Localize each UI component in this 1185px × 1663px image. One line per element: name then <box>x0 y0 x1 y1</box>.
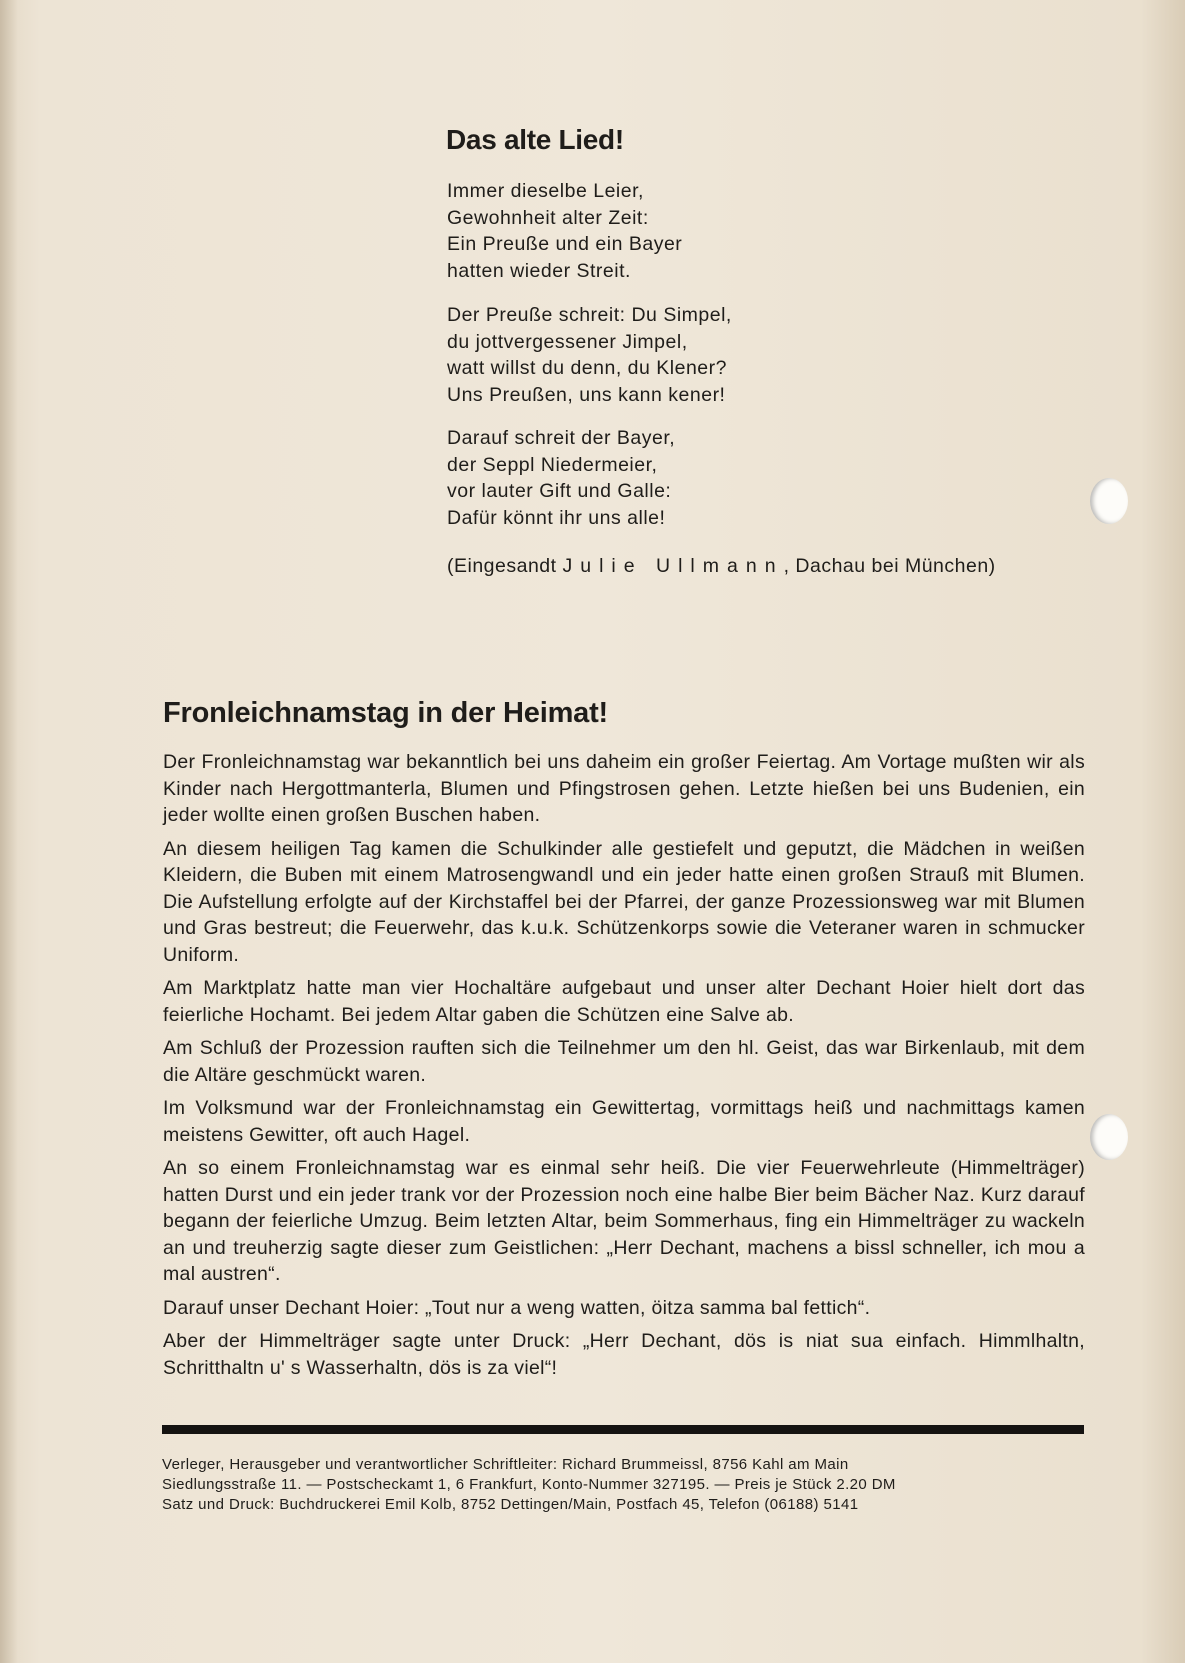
poem-line: hatten wieder Streit. <box>447 259 631 282</box>
poem-line: watt willst du denn, du Klener? <box>447 357 727 379</box>
poem-stanza-3 <box>447 425 675 531</box>
imprint-line: Siedlungsstraße 11. — Postscheckamt 1, 6 Frankfurt, Konto-Nummer 327195. — Preis je Stück 2.20 DM <box>162 1476 896 1493</box>
punch-hole <box>1090 1114 1128 1160</box>
left-edge-shading <box>0 0 18 1663</box>
attribution-author: Julie Ullmann <box>562 555 784 577</box>
article-paragraph: Im Volksmund war der Fronleichnamstag ein Gewittertag, vormittags heiß und nachmittags kamen meistens Gewitter, oft auch Hagel. <box>163 1097 1085 1146</box>
article-paragraph: Am Schluß der Prozession rauften sich die Teilnehmer um den hl. Geist, das war Birkenlaub, mit dem die Altäre geschmückt waren. <box>163 1037 1085 1086</box>
imprint-line: Verleger, Herausgeber und verantwortlicher Schriftleiter: Richard Brummeissl, 8756 Kahl am Main <box>162 1456 849 1473</box>
attribution-suffix: , Dachau bei München) <box>783 555 996 577</box>
article-paragraph: An diesem heiligen Tag kamen die Schulkinder alle gestiefelt und geputzt, die Mädchen in weißen Kleidern, die Buben mit einem Matrosengwandl und ein jeder hatte einen großen Strauß mit Blumen. Die Aufstellung erfolgte auf der Kirchstaffel bei der Pfarrei, der ganze Prozessionsweg war mit Blumen und Gras bestreut; die Feuerwehr, das k.u.k. Schützenkorps sowie die Veteraner waren in schmucker Uniform. <box>163 837 1085 966</box>
article-paragraph: Aber der Himmelträger sagte unter Druck: „Herr Dechant, dös is niat sua einfach. Himmlhaltn, Schritthaltn u' s Wasserhaltn, dös is za viel“! <box>163 1330 1085 1379</box>
imprint <box>162 1455 1084 1515</box>
poem-line: Gewohnheit alter Zeit: <box>447 206 649 229</box>
poem-title: Das alte Lied! <box>446 124 624 155</box>
poem-stanza-2 <box>447 302 732 408</box>
poem-line: der Seppl Niedermeier, <box>447 453 658 476</box>
poem-stanza-1 <box>447 178 682 284</box>
punch-hole <box>1090 478 1128 524</box>
attribution-prefix: (Eingesandt <box>447 555 557 577</box>
imprint-line: Satz und Druck: Buchdruckerei Emil Kolb, 8752 Dettingen/Main, Postfach 45, Telefon (06188) 5141 <box>162 1496 859 1513</box>
article-paragraph: Der Fronleichnamstag war bekanntlich bei uns daheim ein großer Feiertag. Am Vortage mußten wir als Kinder nach Hergottmanterla, Blumen und Pfingstrosen gehen. Letzte hießen bei uns Budenien, ein jeder wollte einen großen Buschen haben. <box>163 751 1085 826</box>
article-body <box>163 749 1085 1388</box>
article-paragraph: Darauf unser Dechant Hoier: „Tout nur a weng watten, öitza samma bal fettich“. <box>163 1296 871 1319</box>
article-title: Fronleichnamstag in der Heimat! <box>163 697 608 729</box>
article-paragraph: Am Marktplatz hatte man vier Hochaltäre aufgebaut und unser alter Dechant Hoier hielt dort das feierliche Hochamt. Bei jedem Altar gaben die Schützen eine Salve ab. <box>163 977 1085 1026</box>
poem-line: Immer dieselbe Leier, <box>447 180 644 202</box>
poem-line: Dafür könnt ihr uns alle! <box>447 506 666 529</box>
poem-line: Darauf schreit der Bayer, <box>447 427 676 449</box>
poem-line: Der Preuße schreit: Du Simpel, <box>447 304 732 326</box>
poem-line: vor lauter Gift und Galle: <box>447 480 672 502</box>
poem-attribution <box>447 555 996 578</box>
footer-rule <box>162 1425 1084 1434</box>
poem-line: Uns Preußen, uns kann kener! <box>447 383 726 406</box>
article-paragraph: An so einem Fronleichnamstag war es einmal sehr heiß. Die vier Feuerwehrleute (Himmelträger) hatten Durst und ein jeder trank vor der Prozession noch eine halbe Bier beim Bächer Naz. Kurz darauf begann der feierliche Umzug. Beim letzten Altar, beim Sommerhaus, fing ein Himmelträger zu wackeln an und treuherzig sagte dieser zum Geistlichen: „Herr Dechant, machens a bissl schneller, ich mou a mal austren“. <box>163 1157 1085 1285</box>
poem-line: du jottvergessener Jimpel, <box>447 330 688 353</box>
poem-line: Ein Preuße und ein Bayer <box>447 233 683 255</box>
